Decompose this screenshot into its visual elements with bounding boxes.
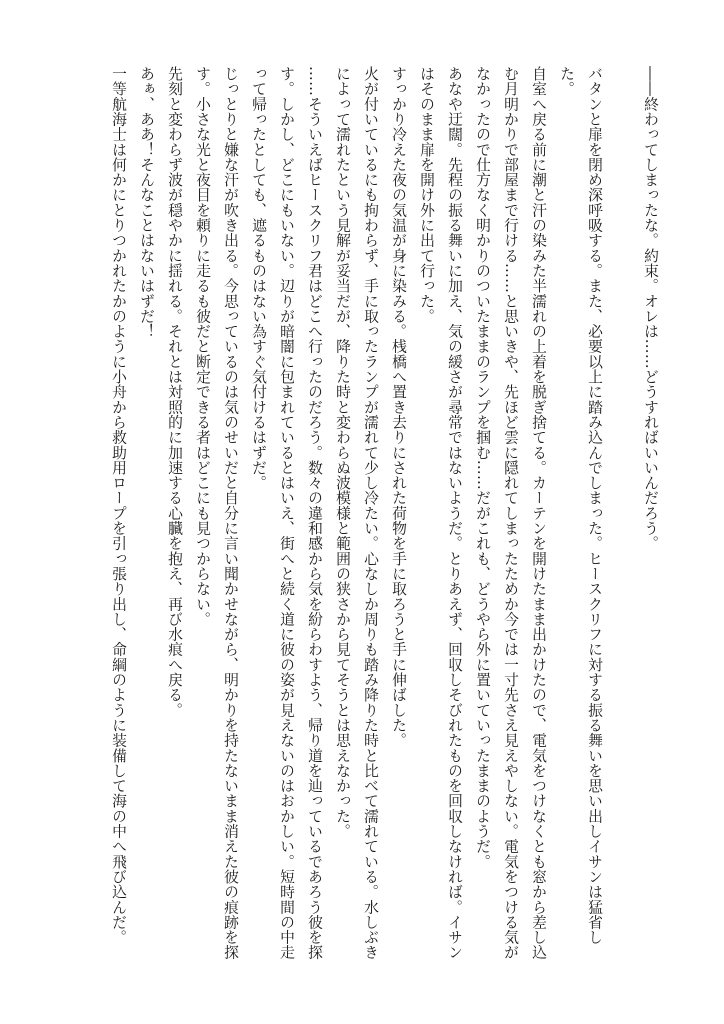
paragraph: 火が付いているにも拘わらず、手に取ったランプが濡れて少し冷たい。心なしか周りも踏み降りた時と比べて濡れている。水しぶきによって濡れたという見解が妥当だが、降りた時と変わらぬ波模様と範囲の狭さから見てそうとは思えなかった。 [334,66,379,960]
paragraph: じっとりと嫌な汗が吹き出る。今思っているのは気のせいだと自分に言い聞かせながら、明かりを持たないまま消えた彼の痕跡を探す。小さな光と夜目を頼りに走るも彼だと断定できる者はどこにも見つからない。 [194,66,239,960]
paragraph-spacer [608,66,636,966]
paragraph: あぁ、ああ！そんなことはないはずだ！ [138,66,155,339]
paragraph: 一等航海士は何かにとりつかれたかのように小舟から救助用ロープを引っ張り出し、命綱のように装備して海の中へ飛び込んだ。 [110,66,127,945]
paragraph: 先刻と変わらず波が穏やかに揺れる。それとは対照的に加速する心臓を抱え、再び水痕へ戻る。 [166,66,183,718]
paragraph: 自室へ戻る前に潮と汗の染みた半濡れの上着を脱ぎ捨てる。カーテンを開けたまま出かけたので、電気をつけなくとも窓から差し込む月明かりで部屋まで行ける……と思いきや、先ほど雲に隠れてしまったためか今では一寸先さえ見えやしない。電気をつける気がなかったので仕方なく明かりのついたままのランプを掴む……だがこれも、どうやら外に置いていったままのようだ。 [474,66,547,960]
paragraph: すっかり冷えた夜の気温が身に染みる。桟橋へ置き去りにされた荷物を手に取ろうと手に伸ばした。 [390,66,407,748]
paragraph: あなや迂闊。先程の振る舞いに加え、気の緩さが尋常ではないようだ。とりあえず、回収しそびれたものを回収しなければ。イサンはそのまま扉を開け外に出て行った。 [418,66,463,960]
paragraph-opening-line: ――終わってしまったな。約束。オレは……どうすればいいんだろう。 [642,66,659,551]
paragraph: ……そういえばヒースクリフ君はどこへ行ったのだろう。数々の違和感から気を紛らわすよう、帰り道を辿っているであろう彼を探す。しかし、どこにもいない。辺りが暗闇に包まれているとはいえ、街へと続く道に彼の姿が見えないのはおかしい。短時間の中走って帰ったとしても、遮るものはない為すぐ気付けるはずだ。 [250,66,323,960]
paragraph: バタンと扉を閉め深呼吸する。また、必要以上に踏み込んでしまった。ヒースクリフに対する振る舞いを思い出しイサンは猛省した。 [558,66,603,945]
vertical-text-body [54,66,664,966]
